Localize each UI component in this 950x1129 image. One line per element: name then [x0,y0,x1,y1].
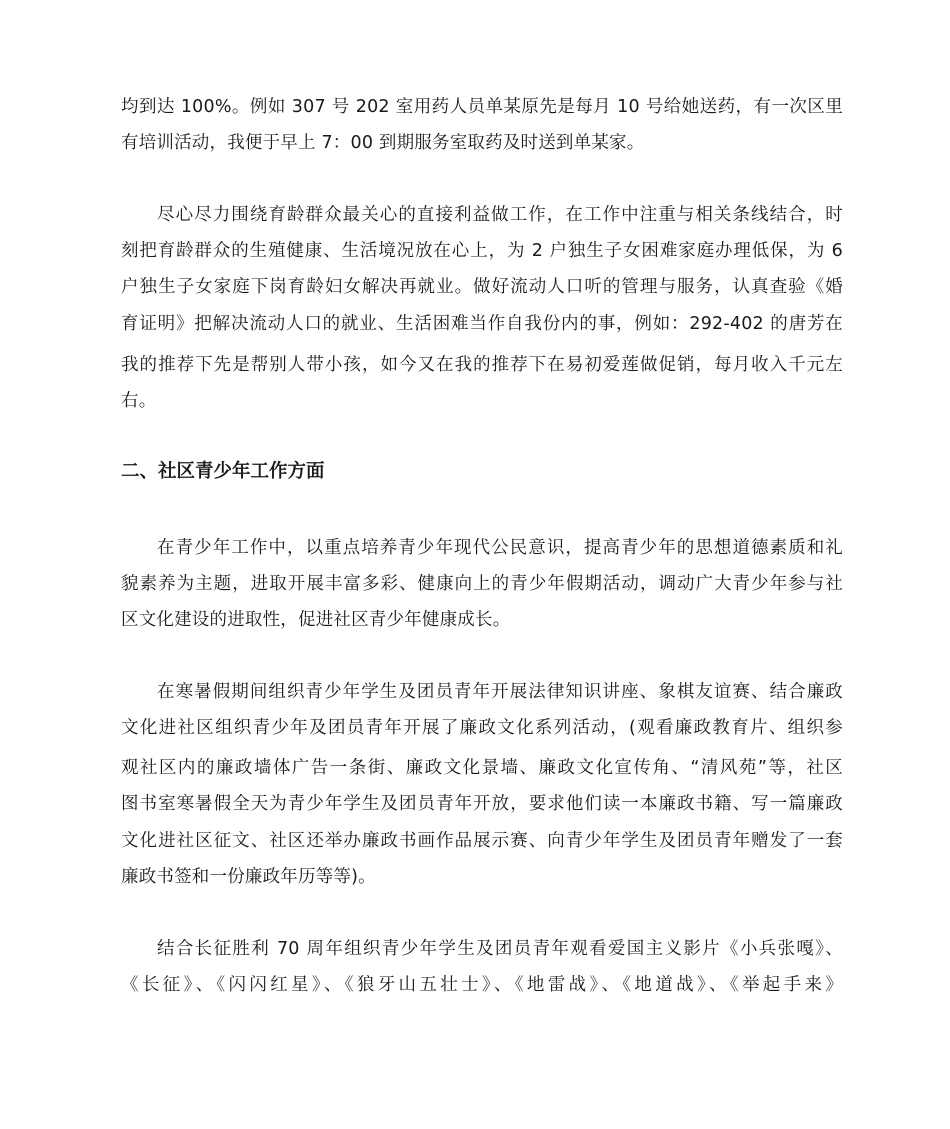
paragraph-3-line-3: 区文化建设的进取性，促进社区青少年健康成长。 [121,610,511,630]
paragraph-2-line-5: 我的推荐下先是帮别人带小孩，如今又在我的推荐下在易初爱莲做促销，每月收入千元左 [121,355,843,375]
paragraph-2-line-3: 户独生子女家庭下岗育龄妇女解决再就业。做好流动人口听的管理与服务，认真查验《婚 [121,277,843,297]
paragraph-2-line-2: 刻把育龄群众的生殖健康、生活境况放在心上，为 2 户独生子女困难家庭办理低保，为 6 [121,241,843,261]
paragraph-1-line-2: 有培训活动，我便于早上 7：00 到期服务室取药及时送到单某家。 [121,133,645,153]
paragraph-2-line-4: 育证明》把解决流动人口的就业、生活困难当作自我份内的事，例如：292-402 的唐芳在 [121,314,843,334]
paragraph-4-line-3: 观社区内的廉政墙体广告一条街、廉政文化景墙、廉政文化宣传角、“清风苑”等，社区 [121,758,843,778]
paragraph-5-line-2: 《长征》、《闪闪红星》、《狼牙山五壮士》、《地雷战》、《地道战》、《举起手来》 [121,975,843,995]
paragraph-4-line-1: 在寒暑假期间组织青少年学生及团员青年开展法律知识讲座、象棋友谊赛、结合廉政 [157,682,843,702]
paragraph-3-line-2: 貌素养为主题，进取开展丰富多彩、健康向上的青少年假期活动，调动广大青少年参与社 [121,574,843,594]
paragraph-4-line-5: 文化进社区征文、社区还举办廉政书画作品展示赛、向青少年学生及团员青年赠发了一套 [121,831,843,851]
section-heading: 二、社区青少年工作方面 [121,461,325,482]
paragraph-2-line-1: 尽心尽力围绕育龄群众最关心的直接利益做工作，在工作中注重与相关条线结合，时 [157,205,843,225]
paragraph-2-line-6: 右。 [121,391,157,411]
paragraph-4-line-4: 图书室寒暑假全天为青少年学生及团员青年开放，要求他们读一本廉政书籍、写一篇廉政 [121,794,843,814]
paragraph-4-line-2: 文化进社区组织青少年及团员青年开展了廉政文化系列活动，(观看廉政教育片、组织参 [121,718,843,738]
paragraph-5-line-1: 结合长征胜利 70 周年组织青少年学生及团员青年观看爱国主义影片《小兵张嘎》、 [157,939,843,959]
paragraph-4-line-6: 廉政书签和一份廉政年历等等)。 [121,867,376,887]
paragraph-3-line-1: 在青少年工作中，以重点培养青少年现代公民意识，提高青少年的思想道德素质和礼 [157,538,843,558]
paragraph-1-line-1: 均到达 100%。例如 307 号 202 室用药人员单某原先是每月 10 号给她送药，有一次区里 [121,97,843,117]
